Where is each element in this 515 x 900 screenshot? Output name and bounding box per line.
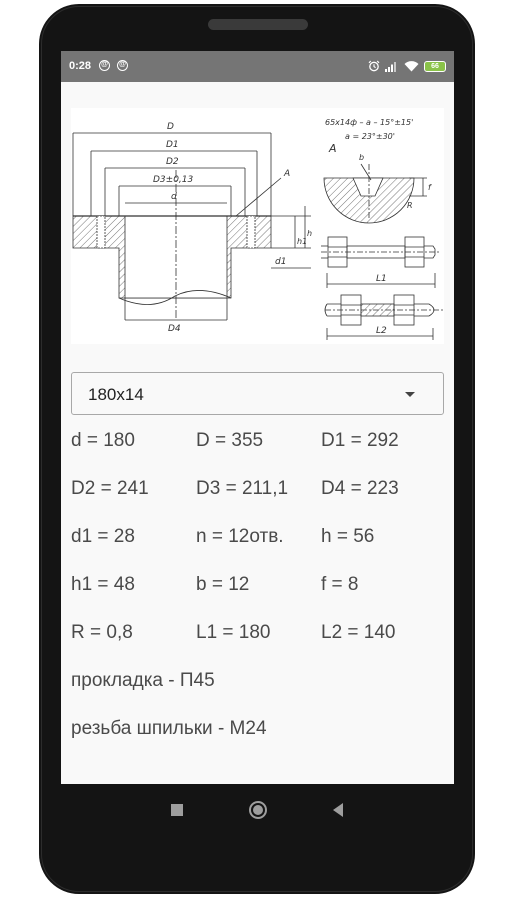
label-h: h [307,229,313,238]
dropdown-arrow-icon [405,392,415,397]
param-D: D = 355 [196,430,264,451]
wifi-icon [404,60,419,72]
param-D2: D2 = 241 [71,478,149,499]
label-D1: D1 [166,140,179,150]
label-b: b [359,153,365,162]
circle-logo-icon: @ [117,60,128,71]
label-d: d [171,192,177,202]
navigation-bar [61,784,454,836]
param-d1: d1 = 28 [71,526,135,547]
param-gasket: прокладка - П45 [71,670,215,691]
battery-level: 66 [431,62,439,70]
label-f: f [428,183,431,192]
param-stud-thread: резьба шпильки - М24 [71,718,267,739]
param-h: h = 56 [321,526,375,547]
param-D4: D4 = 223 [321,478,399,499]
circle-logo-icon: @ [99,60,110,71]
screen [61,51,454,784]
status-time: 0:28 [69,60,92,72]
detail-a [324,164,427,223]
label-A-detail: A [329,142,337,155]
status-bar [61,51,454,82]
label-D4: D4 [168,324,181,334]
param-n: n = 12отв. [196,526,284,547]
label-D: D [167,122,174,132]
size-select-value: 180x14 [88,385,144,404]
flange-section [73,133,311,320]
param-d: d = 180 [71,430,135,451]
param-D3: D3 = 211,1 [196,478,289,499]
label-spec2: a = 23°±30' [345,132,395,141]
flange-drawing [71,108,444,344]
earpiece-speaker [208,19,308,30]
param-f: f = 8 [321,574,359,595]
triangle-back-icon[interactable] [331,800,345,820]
label-L1: L1 [376,274,387,284]
param-R: R = 0,8 [71,622,133,643]
square-recents-icon[interactable] [170,800,184,820]
label-h1: h1 [297,237,308,246]
label-R: R [407,201,413,210]
size-select[interactable] [71,372,444,415]
param-h1: h1 = 48 [71,574,135,595]
alarm-icon [368,60,380,72]
label-d1: d1 [275,257,287,267]
label-D2: D2 [166,157,179,167]
param-L2: L2 = 140 [321,622,396,643]
label-A: A [284,169,291,179]
label-D3: D3±0,13 [153,175,194,185]
param-D1: D1 = 292 [321,430,399,451]
param-b: b = 12 [196,574,250,595]
param-L1: L1 = 180 [196,622,271,643]
label-spec1: 65x14ф – a – 15°±15' [325,118,414,127]
status-icons [368,59,446,73]
circle-home-icon[interactable] [247,800,269,820]
battery-icon [424,61,446,72]
label-L2: L2 [376,326,387,336]
signal-icon [385,60,399,72]
